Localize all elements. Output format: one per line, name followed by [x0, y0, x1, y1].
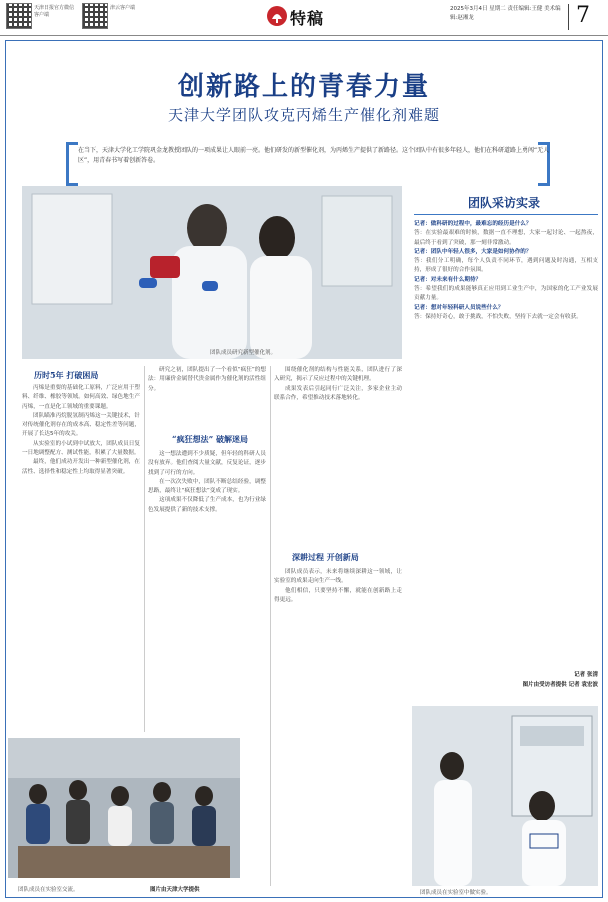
meeting-scene-illustration: [8, 738, 240, 878]
main-photo: [22, 186, 402, 359]
headline: 创新路上的青春力量: [177, 72, 430, 102]
interview-answer: 答：我们分工明确，每个人负责不同环节，遇到问题及时沟通，互相支持，形成了很好的合作氛围。: [414, 258, 598, 274]
qr-code-icon: [6, 3, 32, 29]
newspaper-logo-icon: [266, 5, 288, 27]
text-column-1: [22, 384, 140, 730]
section-title-2: “疯狂想法” 破解迷局: [172, 434, 248, 444]
group-photo-caption: 团队成员在实验室交流。: [18, 887, 79, 893]
paragraph: 在一次次失败中，团队不断总结经验，调整思路，最终让“疯狂想法”变成了现实。: [148, 478, 266, 495]
paragraph: 团队瞄准丙烷脱氢制丙烯这一关键技术，针对传统催化剂存在的成本高、稳定性差等问题，开展了长达5年的攻关。: [22, 412, 140, 438]
interview-question: 记者：想对年轻科研人员说些什么？: [414, 304, 504, 311]
interview-answer: 答：在实验最艰难的时候，数据一直不理想，大家一起讨论、一起熬夜，最后终于看到了突破，那一刻非常激动。: [414, 230, 598, 246]
photo-credit: 图片由天津大学提供: [150, 887, 200, 893]
interview-rule: [414, 214, 598, 215]
section-title-3: 深耕过程 开创新局: [292, 552, 359, 562]
masthead: [0, 0, 608, 36]
paragraph: 团队成员表示，未来将继续深耕这一领域，让实验室的成果走向生产一线。: [274, 569, 402, 585]
column-divider: [270, 366, 271, 886]
page-number: 7: [576, 3, 590, 28]
lead-paragraph: 在当下，天津大学化工学院巩金龙教授团队的一项成果让人眼前一亮。他们研发的新型催化剂，为丙烯生产提供了新路径。这个团队中有很多年轻人，他们在科研道路上勇闯“无人区”，用青春书写着创新答卷。: [78, 147, 550, 164]
lab-equipment-illustration: [412, 706, 598, 886]
interview-column: [414, 220, 598, 666]
interview-question: 记者：对未来有什么期待？: [414, 276, 482, 283]
qr1-caption: 天津日报官方微信客户端: [34, 5, 75, 18]
qr-code-icon: [82, 3, 108, 29]
byline-reporter: 记者 张清: [574, 672, 598, 678]
interview-question: 记者：做科研的过程中，最难忘的经历是什么？: [414, 221, 532, 227]
interview-section-title: 团队采访实录: [468, 196, 541, 210]
interview-question: 记者：团队中年轻人很多，大家是如何协作的？: [414, 248, 532, 255]
main-photo-caption: 团队成员研究新型催化剂。: [210, 350, 277, 356]
paragraph: 丙烯是重要的基础化工原料，广泛应用于塑料、纤维、橡胶等领域。如何高效、绿色地生产丙烯，一直是化工领域的重要课题。: [22, 385, 140, 410]
lab-photo-caption: 团队成员在实验室中做实验。: [420, 890, 492, 896]
group-photo: [8, 738, 240, 878]
subheadline: 天津大学团队攻克丙烯生产催化剂难题: [167, 106, 440, 124]
lead-bracket-left: [66, 142, 78, 186]
text-column-3-top: [274, 366, 402, 544]
interview-answer: 答：希望我们的成果能够真正应用到工业生产中，为国家的化工产业发展贡献力量。: [414, 286, 598, 302]
qr2-caption: 津云客户端: [110, 5, 136, 11]
paragraph: 最终，他们成功开发出一种新型催化剂，在活性、选择性和稳定性上均取得显著突破。: [22, 459, 140, 475]
lab-photo: [412, 706, 598, 886]
paragraph: 成果发表后引起同行广泛关注，多家企业主动联系合作，希望推动技术落地转化。: [274, 385, 402, 401]
paragraph: 这一想法遭到不少质疑，但年轻的科研人员没有放弃。他们查阅大量文献，反复论证，逐步找到了可行的方向。: [148, 451, 266, 476]
interview-answer: 答：保持好奇心，敢于挑战，不怕失败，坚持下去就一定会有收获。: [414, 313, 582, 320]
column-divider: [144, 366, 145, 732]
paragraph: 他们相信，只要坚持不懈，就能在创新路上走得更远。: [274, 587, 402, 603]
lab-scene-illustration: [22, 186, 402, 359]
paragraph: 从实验室的小试到中试放大，团队成员日复一日地调整配方、测试性能，积累了大量数据。: [22, 440, 140, 457]
text-column-3: [274, 568, 402, 886]
section-name: 特稿: [290, 9, 325, 28]
section-title-1: 历时5年 打破困局: [34, 370, 99, 380]
text-column-2: [148, 450, 266, 730]
byline-credit: 图片由受访者提供 记者 袁宏波: [522, 682, 598, 688]
text-column-2-top: [148, 366, 266, 428]
paragraph: 研究之初，团队提出了一个看似“疯狂”的想法：用廉价金属替代贵金属作为催化剂的活性组分。: [148, 367, 266, 392]
paragraph: 这项成果不仅降低了生产成本，也为行业绿色发展提供了新的技术支撑。: [148, 497, 266, 513]
byline: [470, 670, 598, 690]
header-divider: [568, 4, 569, 30]
paragraph: 围绕催化剂的结构与性能关系，团队进行了深入研究，揭示了反应过程中的关键机理。: [274, 367, 402, 383]
dateline: 2025年3月4日 星期二 责任编辑:王健 美术编辑:赵湘龙: [450, 6, 561, 21]
